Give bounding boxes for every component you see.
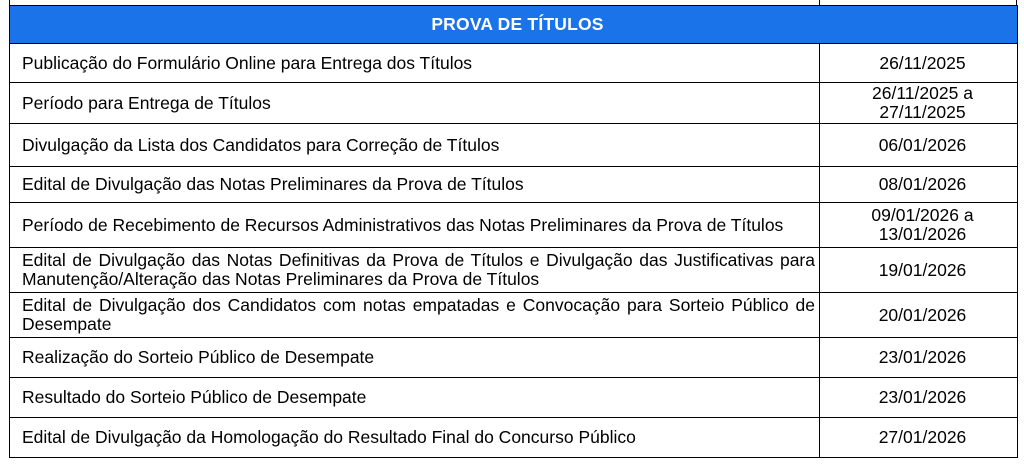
table-row (10, 44, 1018, 83)
event-description: Período para Entrega de Títulos (10, 83, 820, 124)
section-title: PROVA DE TÍTULOS (10, 6, 1018, 44)
event-description: Edital de Divulgação das Notas Preliminares da Prova de Títulos (10, 167, 820, 203)
event-description: Período de Recebimento de Recursos Administrativos das Notas Preliminares da Prova de Títulos (10, 203, 820, 248)
table-row (10, 248, 1018, 293)
table-row (10, 338, 1018, 378)
event-date: 20/01/2026 (820, 293, 1018, 338)
table-row (10, 83, 1018, 124)
event-description: Edital de Divulgação da Homologação do Resultado Final do Concurso Público (10, 418, 820, 458)
table-row (10, 293, 1018, 338)
event-date: 06/01/2026 (820, 124, 1018, 167)
table-header-row (10, 6, 1018, 44)
table-row (10, 418, 1018, 458)
event-date: 26/11/2025 (820, 44, 1018, 83)
event-date: 23/01/2026 (820, 338, 1018, 378)
table-row (10, 124, 1018, 167)
event-date: 08/01/2026 (820, 167, 1018, 203)
schedule-table (9, 5, 1018, 458)
event-date: 23/01/2026 (820, 378, 1018, 418)
event-description: Divulgação da Lista dos Candidatos para Correção de Títulos (10, 124, 820, 167)
event-description: Resultado do Sorteio Público de Desempate (10, 378, 820, 418)
table-row (10, 167, 1018, 203)
event-description: Realização do Sorteio Público de Desempate (10, 338, 820, 378)
table-row (10, 378, 1018, 418)
event-date: 27/01/2026 (820, 418, 1018, 458)
event-description: Publicação do Formulário Online para Entrega dos Títulos (10, 44, 820, 83)
event-date: 26/11/2025 a 27/11/2025 (820, 83, 1018, 124)
table-row (10, 203, 1018, 248)
event-description: Edital de Divulgação das Notas Definitivas da Prova de Títulos e Divulgação das Justificativas para Manutenção/Alteração das Notas Preliminares da Prova de Títulos (10, 248, 820, 293)
event-date: 19/01/2026 (820, 248, 1018, 293)
event-date: 09/01/2026 a 13/01/2026 (820, 203, 1018, 248)
event-description: Edital de Divulgação dos Candidatos com notas empatadas e Convocação para Sorteio Público de Desempate (10, 293, 820, 338)
